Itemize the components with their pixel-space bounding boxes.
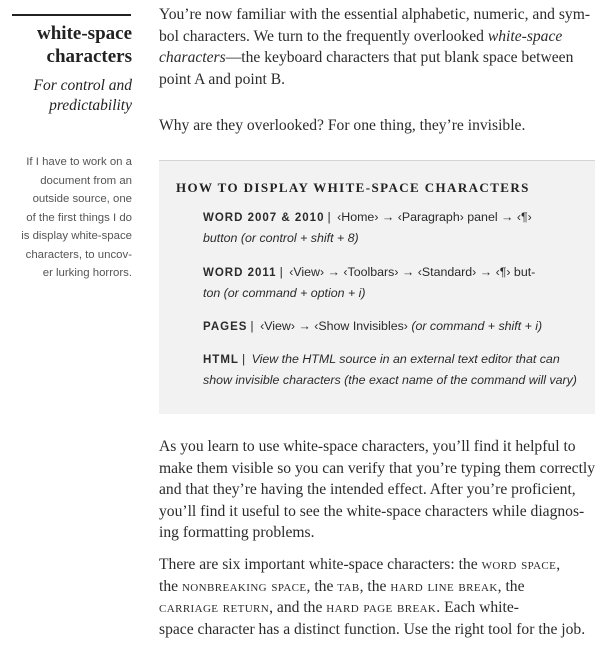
- entry-text: ‹Home› → ‹Paragraph› panel → ‹¶›: [337, 210, 532, 224]
- learn-line: and that they’re having the intended effect. After you’re proficient,: [159, 481, 576, 498]
- entry-label: HTML: [203, 354, 239, 366]
- entry-text: ‹View› → ‹Show Invisibles›: [260, 319, 408, 333]
- term-carriage-return: carriage return: [159, 599, 270, 616]
- display-instructions-box: [159, 160, 595, 414]
- term-hard-page-break: hard page break: [326, 599, 437, 616]
- sidebar-title: [4, 22, 132, 68]
- intro-line: point A and point B.: [159, 70, 286, 88]
- sidebar-note-line: document from an: [40, 174, 132, 187]
- entry-label: PAGES: [203, 321, 248, 333]
- sidebar-subtitle: [4, 76, 132, 116]
- overlooked-paragraph: [159, 115, 599, 137]
- six-line: [159, 576, 599, 598]
- entry-label: WORD 2007 & 2010: [203, 212, 325, 224]
- six-line: [159, 554, 599, 576]
- entry-text: ton (or command + option + i): [203, 286, 366, 300]
- sidebar-note-line: er lurking horrors.: [42, 267, 132, 279]
- six-characters-paragraph: [159, 554, 599, 640]
- intro-text: —the keyboard characters that put blank space between: [225, 49, 574, 66]
- six-line: [159, 597, 599, 619]
- learn-line: make them visible so you can verify that you’re typing them correctly: [159, 459, 596, 477]
- term-hard-line-break: hard line break: [390, 577, 498, 595]
- sidebar-note-line: If I have to work on a: [26, 156, 132, 168]
- learn-line: ing formatting problems.: [159, 524, 315, 541]
- intro-emphasis: characters: [159, 49, 226, 66]
- six-text: , the: [359, 577, 391, 595]
- sidebar-note-line: outside source, one: [32, 193, 132, 205]
- sidebar-subtitle-line: predictability: [49, 97, 132, 114]
- sidebar-rule: [12, 14, 131, 16]
- sidebar-note-line: is display white-space: [21, 230, 132, 242]
- six-text: ,: [556, 556, 561, 573]
- six-text: , the: [497, 577, 525, 595]
- entry-text: show invisible characters (the exact name of the command will vary): [203, 373, 577, 387]
- entry-word-2011: WORD 2011 | ‹View› → ‹Toolbars› → ‹Standard› → ‹¶› but- ton (or command + option + i): [203, 265, 536, 300]
- six-text: , and the: [269, 599, 327, 616]
- overlooked-line: Why are they overlooked? For one thing, they’re invisible.: [159, 117, 526, 134]
- entry-text: (or command + shift + i): [407, 319, 543, 333]
- learn-line: As you learn to use white-space characters, you’ll find it helpful to: [159, 438, 576, 455]
- intro-line: [159, 47, 599, 69]
- intro-paragraph: [159, 4, 599, 90]
- term-nonbreaking-space: nonbreaking space: [181, 577, 307, 595]
- intro-emphasis: white-space: [487, 27, 563, 45]
- six-text: , the: [306, 577, 338, 595]
- intro-line: You’re now familiar with the essential alphabetic, numeric, and sym-: [159, 6, 591, 23]
- entry-text: ‹View› → ‹Toolbars› → ‹Standard› → ‹¶› but-: [289, 265, 536, 279]
- intro-text: bol characters. We turn to the frequently overlooked: [159, 27, 488, 45]
- sidebar-title-line: white-space: [37, 23, 132, 44]
- entry-word-2007-2010: WORD 2007 & 2010 | ‹Home› → ‹Paragraph› panel → ‹¶› button (or control + shift + 8): [203, 210, 532, 245]
- six-text: . Each white-: [436, 599, 519, 616]
- sidebar-subtitle-line: For control and: [33, 77, 132, 94]
- entry-html: HTML | View the HTML source in an external text editor that can show invisible characters (the exact name of the command will vary): [203, 352, 577, 387]
- entry-text: button (or control + shift + 8): [203, 231, 359, 245]
- sidebar-note-line: characters, to uncov-: [25, 248, 132, 261]
- intro-line: [159, 26, 599, 48]
- six-text: the: [159, 577, 182, 595]
- six-text: There are six important white-space characters: the: [159, 556, 482, 573]
- entry-pages: PAGES | ‹View› → ‹Show Invisibles› (or command + shift + i): [203, 319, 543, 333]
- box-title: HOW TO DISPLAY WHITE-SPACE CHARACTERS: [176, 180, 530, 195]
- six-line: space character has a distinct function. Use the right tool for the job.: [159, 620, 586, 638]
- entry-text: View the HTML source in an external text editor that can: [251, 352, 560, 366]
- entry-label: WORD 2011: [203, 267, 277, 279]
- term-word-space: word space: [481, 556, 557, 573]
- learn-line: you’ll find it useful to see the white-space characters while diagnos-: [159, 502, 585, 520]
- sidebar-note-line: of the first things I do: [26, 211, 132, 224]
- sidebar-title-line: characters: [46, 46, 132, 67]
- learn-paragraph: [159, 436, 599, 544]
- term-tab: tab: [337, 577, 360, 595]
- sidebar-note: [4, 153, 132, 283]
